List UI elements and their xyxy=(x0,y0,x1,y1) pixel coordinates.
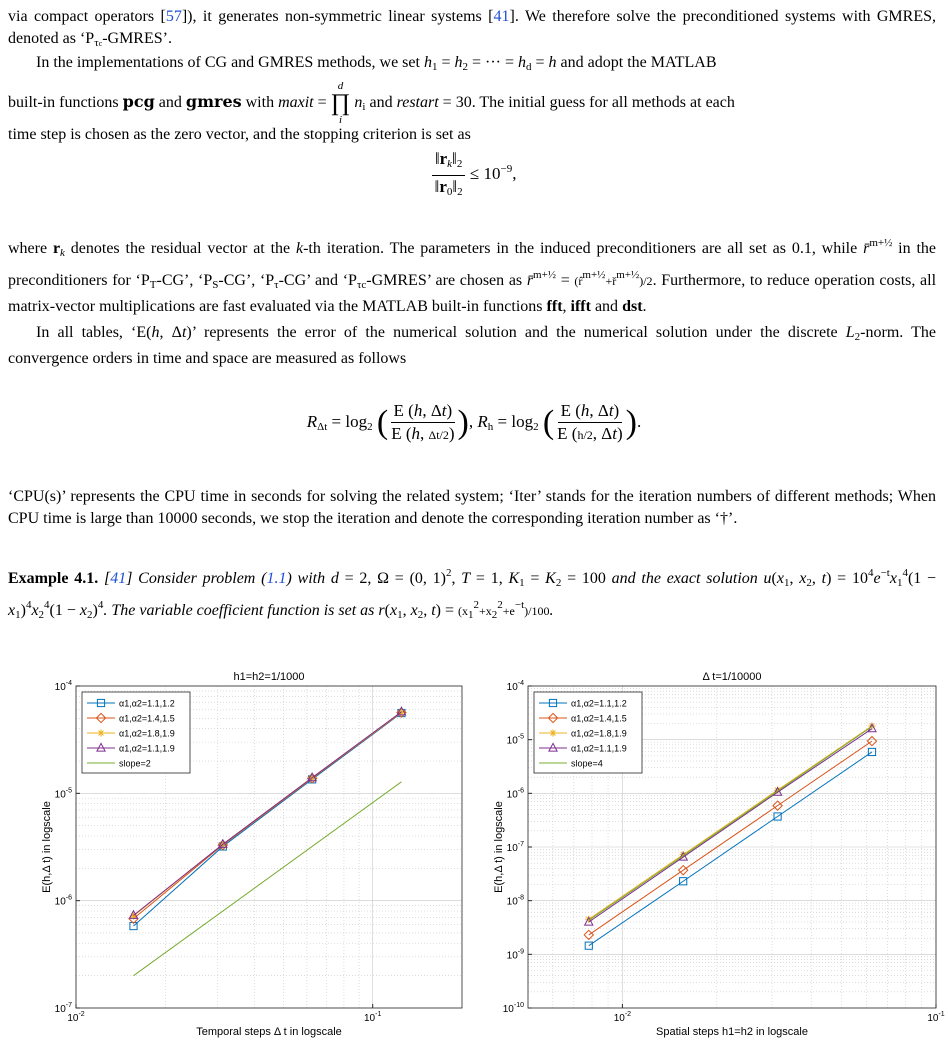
stopping-rhs: ≤ $10^{-9}$, xyxy=(469,163,517,184)
stopping-fraction xyxy=(432,150,466,201)
x-tick-label: $10^{-1}$ xyxy=(927,1011,945,1024)
impl-line-3: time step is chosen as the zero vector, and the stopping criterion is set as xyxy=(8,126,471,143)
x-tick-label: $10^{-2}$ xyxy=(613,1011,632,1024)
legend xyxy=(82,692,190,773)
legend-marker xyxy=(97,729,104,736)
y-tick-label: $10^{-5}$ xyxy=(506,733,524,747)
y-tick-label: $10^{-4}$ xyxy=(506,680,524,693)
and-word: and xyxy=(158,94,182,111)
example-4-1 xyxy=(8,562,936,626)
impl-line-2: built-in functions pcg and gmres with maxit = d ∏ i $n_i$ and restart = 30. The initial guess for all methods at each xyxy=(8,80,735,127)
x-axis-label: Spatial steps h1=h2 in logscale xyxy=(656,1026,808,1038)
with-word: with xyxy=(245,94,275,111)
paragraph-tables xyxy=(8,322,936,370)
parameters-text: where $r_k$ denotes the residual vector at the k-th iteration. The parameters in the induced preconditioners are all set as 0.1, while r̄$^{m+\frac{1}{2}}$ in the preconditioners for ‘$P_T-CG$’, ‘$P_S-CG$’, ‘$P_\tau-CG$’ and ‘$P_{\tau c}$-GMRES’ are chosen as r̄$^{m+\frac{1}{2}}$ = (r̂m+½+řm+½)/2. Furthermore, to reduce operation costs, all matrix-vector multiplications are fast evaluated via the MATLAB built-in functions fft, ifft and dst. xyxy=(8,237,937,315)
example-label: Example 4.1. xyxy=(8,570,99,587)
maxit-expr: maxit xyxy=(278,94,314,111)
product-symbol: d ∏ i xyxy=(330,80,351,127)
space-order-fraction: $\frac{E (h, \Delta t)}{E (h/2, \Delta t)}$ xyxy=(557,401,623,443)
y-axis-label: E(h,Δ t) in logscale xyxy=(493,801,505,893)
tables-text: In all tables, ‘E(h, Δt)’ represents the error of the numerical solution and the numerical solution under the discrete $L_2$-norm. The convergence orders in time and space are measured as follows xyxy=(8,324,936,367)
stopping-denominator: $‖r_0‖_2$ xyxy=(434,177,463,198)
y-tick-label: $10^{-8}$ xyxy=(506,894,524,908)
y-tick-label: $10^{-4}$ xyxy=(54,680,72,693)
legend-entry: α1,α2=1.8,1.9 xyxy=(571,728,627,739)
y-tick-label: $10^{-9}$ xyxy=(506,948,524,962)
impl-line-1: In the implementations of CG and GMRES methods, we set $h_1 = h_2$ = ··· = $h_d = h$ and adopt the MATLAB xyxy=(36,54,717,73)
y-tick-label: $10^{-10}$ xyxy=(502,1002,524,1015)
legend-entry: slope=4 xyxy=(571,758,603,769)
y-tick-label: $10^{-6}$ xyxy=(506,787,524,801)
chart-title: h1=h2=1/1000 xyxy=(233,671,305,683)
paragraph-parameters xyxy=(8,232,936,318)
chart-temporal-error xyxy=(0,662,474,1045)
legend-entry: α1,α2=1.1,1.9 xyxy=(571,743,627,754)
legend-entry: α1,α2=1.1,1.2 xyxy=(119,698,175,709)
x-axis-label: Temporal steps Δ t in logscale xyxy=(196,1026,342,1038)
builtin-prefix: built-in functions xyxy=(8,94,119,111)
y-tick-label: $10^{-5}$ xyxy=(54,787,72,801)
paragraph-intro-text: via compact operators [57]), it generates non-symmetric linear systems [41]. We therefore solve the preconditioned systems with GMRES, denoted as ‘$P_{\tau c}$-GMRES’. xyxy=(8,8,936,49)
legend-entry: α1,α2=1.1,1.2 xyxy=(571,698,627,709)
legend-entry: slope=2 xyxy=(119,758,151,769)
y-tick-label: $10^{-6}$ xyxy=(54,894,72,908)
legend xyxy=(534,692,642,773)
ifft-keyword: ifft xyxy=(570,298,591,315)
legend-entry: α1,α2=1.1,1.9 xyxy=(119,743,175,754)
x-tick-label: $10^{-2}$ xyxy=(67,1011,85,1024)
legend-entry: α1,α2=1.4,1.5 xyxy=(571,713,627,724)
y-tick-label: $10^{-7}$ xyxy=(54,1002,72,1015)
gmres-keyword: gmres xyxy=(185,92,242,111)
stopping-numerator: $‖r_k‖_2$ xyxy=(432,150,466,176)
paragraph-intro xyxy=(8,6,936,55)
legend-marker xyxy=(549,729,556,736)
dst-keyword: dst xyxy=(622,298,643,315)
example-body: [41] Consider problem (1.1) with d = 2, Ω = (0, 1)$^2$, T = 1, $K_1 = K_2 = 100$ and the exact solution $u(x_1$, $x_2$, $t) = 10^4e^{-t}x_1^4(1 - x_1)^4x_2^4(1 - x_2)^4$. The variable coefficient function is set as $r(x_1$, $x_2$, t) = (x12+x22+e−t)/100. xyxy=(8,567,937,621)
legend-entry: α1,α2=1.8,1.9 xyxy=(119,728,175,739)
x-tick-label: $10^{-1}$ xyxy=(364,1011,382,1024)
chart-spatial-error xyxy=(474,662,948,1045)
pcg-keyword: pcg xyxy=(122,92,155,111)
stopping-criterion-equation xyxy=(0,150,948,201)
y-axis-label: E(h,Δ t) in logscale xyxy=(41,801,53,893)
time-order-fraction: $\frac{E (h, \Delta t)}{E (h, \Delta t/2)}$ xyxy=(391,401,455,443)
y-tick-label: $10^{-7}$ xyxy=(506,841,524,854)
convergence-order-equation: $R_{\Delta t} = \log_2$ ( $\frac{E (h, \Delta t)}{E (h, \Delta t/2)}$ ), $R_h = \log_2$ ( $\frac{E (h, \Delta t)}{E (h/2, \Delta t)}$ ). xyxy=(306,401,642,443)
paragraph-implementation xyxy=(8,52,936,78)
legend-entry: α1,α2=1.4,1.5 xyxy=(119,713,175,724)
chart-title: Δ t=1/10000 xyxy=(702,671,762,683)
fft-keyword: fft xyxy=(546,298,563,315)
paragraph-cpu: ‘CPU(s)’ represents the CPU time in seconds for solving the related system; ‘Iter’ stands for the iteration numbers of different methods; When CPU time is large than 10000 seconds, we stop the iteration and denote the corresponding iteration number as ‘†’. xyxy=(8,488,936,527)
